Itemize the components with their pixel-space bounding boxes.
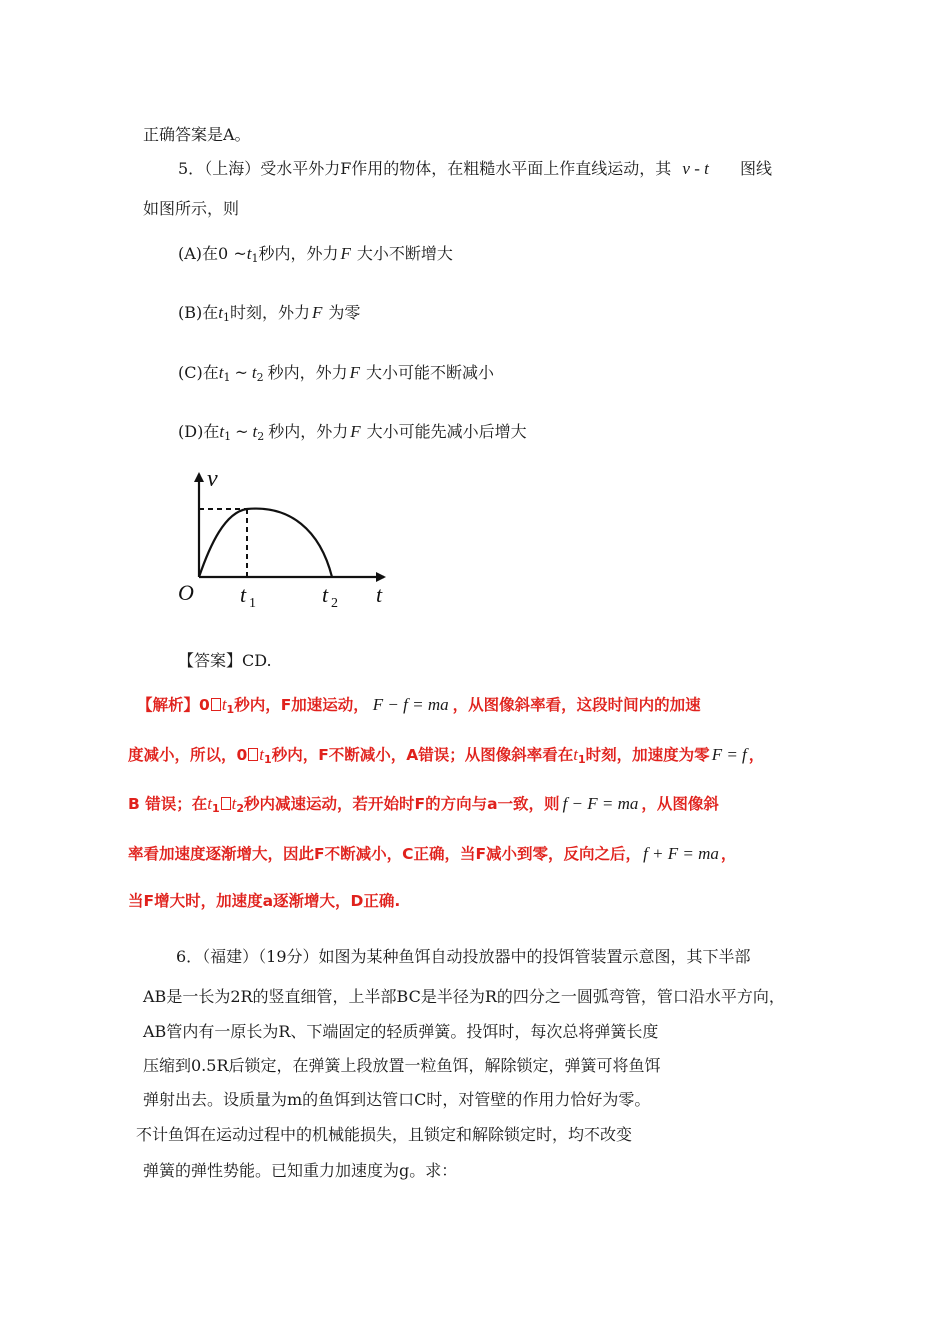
analysis-line1 bbox=[137, 694, 701, 721]
option-a-sub: 1 bbox=[251, 252, 259, 265]
q5-stem-b: 图线 bbox=[739, 159, 772, 178]
analysis-line3 bbox=[128, 793, 719, 820]
analysis-l4-b: ， bbox=[720, 845, 737, 863]
analysis-l3-formula: f − F = ma bbox=[562, 794, 639, 813]
option-d-t2: t bbox=[252, 422, 258, 441]
analysis-l2-a: 度减小，所以，0 bbox=[128, 746, 248, 764]
q6-line2: AB是一长为2R的竖直细管，上半部BC是半径为R的四分之一圆弧弯管，管口沿水平方向， bbox=[143, 987, 785, 1006]
option-b-suffix: 为零 bbox=[328, 303, 361, 322]
option-a-zero: 0 ~ bbox=[218, 244, 247, 263]
missing-glyph-box bbox=[211, 698, 221, 711]
option-c-suffix: 大小可能不断减小 bbox=[366, 363, 495, 382]
option-c-tilde: ~ bbox=[234, 363, 248, 382]
origin-label: O bbox=[178, 580, 194, 605]
analysis-line4 bbox=[128, 843, 736, 865]
q5-option-d bbox=[178, 421, 527, 448]
q6-line1: 6．（福建）（19分）如图为某种鱼饵自动投放器中的投饵管装置示意图，其下半部 bbox=[176, 947, 751, 966]
analysis-l2-sub: 1 bbox=[264, 753, 272, 766]
t1-sub: 1 bbox=[249, 596, 256, 611]
analysis-line5: 当F增大时，加速度a逐渐增大，D正确. bbox=[128, 892, 401, 910]
analysis-l3-t1: t bbox=[207, 794, 212, 813]
option-b-mid: 时刻，外力 bbox=[229, 303, 310, 322]
missing-glyph-box bbox=[248, 748, 258, 761]
vt-graph-figure bbox=[170, 460, 400, 615]
option-a-F: F bbox=[340, 244, 351, 263]
analysis-l4-a: 率看加速度逐渐增大，因此F不断减小，C正确，当F减小到零，反向之后， bbox=[128, 845, 642, 863]
analysis-l1-t: t bbox=[221, 695, 227, 714]
analysis-l1-c: ，从图像斜率看，这段时间内的加速 bbox=[452, 696, 701, 714]
analysis-l3-a: B 错误；在 bbox=[128, 795, 208, 813]
analysis-l3-sub2: 2 bbox=[236, 802, 244, 815]
analysis-l4-formula: f + F = ma bbox=[643, 844, 719, 863]
q6-line3: AB管内有一原长为R、下端固定的轻质弹簧。投饵时，每次总将弹簧长度 bbox=[143, 1022, 659, 1041]
q5-option-b bbox=[178, 302, 360, 329]
q6-line7: 弹簧的弹性势能。已知重力加速度为g。求： bbox=[143, 1161, 458, 1180]
option-a-suffix: 大小不断增大 bbox=[356, 244, 453, 263]
q6-line4: 压缩到0.5R后锁定，在弹簧上段放置一粒鱼饵，解除锁定，弹簧可将鱼饵 bbox=[143, 1056, 661, 1075]
analysis-l1-formula: F − f = ma bbox=[372, 695, 449, 714]
analysis-l3-b: 秒内减速运动，若开始时F的方向与a一致，则 bbox=[244, 795, 560, 813]
option-a-prefix: (A)在 bbox=[178, 244, 219, 263]
option-c-sub2: 2 bbox=[256, 371, 264, 384]
t2-sub: 2 bbox=[331, 596, 338, 611]
analysis-l2-b: 秒内，F不断减小，A错误；从图像斜率看在 bbox=[271, 746, 574, 764]
option-d-F: F bbox=[350, 422, 361, 441]
analysis-l2-t2: t bbox=[573, 745, 579, 764]
analysis-l2-t: t bbox=[259, 745, 265, 764]
q6-line5: 弹射出去。设质量为m的鱼饵到达管口C时，对管壁的作用力恰好为零。 bbox=[143, 1090, 651, 1109]
analysis-l1-b: 秒内，F加速运动， bbox=[234, 696, 369, 714]
option-c-mid: 秒内，外力 bbox=[267, 363, 348, 382]
option-d-sub1: 1 bbox=[224, 430, 232, 443]
t1-label: t bbox=[240, 582, 247, 607]
q5-option-a bbox=[178, 243, 453, 270]
analysis-line2 bbox=[128, 744, 764, 771]
q5-option-c bbox=[178, 362, 494, 389]
analysis-l2-d: ， bbox=[748, 746, 765, 764]
option-d-mid: 秒内，外力 bbox=[268, 422, 349, 441]
analysis-l1-a: 0 bbox=[199, 696, 210, 714]
analysis-l3-c: ，从图像斜 bbox=[641, 795, 719, 813]
option-c-prefix: (C)在 bbox=[178, 363, 219, 382]
option-d-suffix: 大小可能先减小后增大 bbox=[366, 422, 527, 441]
option-b-t: t bbox=[218, 303, 223, 322]
velocity-curve bbox=[199, 509, 332, 577]
q6-line6: 不计鱼饵在运动过程中的机械能损失，且锁定和解除锁定时，均不改变 bbox=[136, 1125, 633, 1144]
analysis-l2-c: 时刻，加速度为零 bbox=[585, 746, 710, 764]
q5-source: （上海） bbox=[204, 159, 261, 178]
option-c-F: F bbox=[349, 363, 361, 382]
option-a-t: t bbox=[246, 244, 252, 263]
analysis-l3-t2: t bbox=[231, 794, 237, 813]
missing-glyph-box bbox=[221, 797, 231, 810]
q5-stem-line2: 如图所示，则 bbox=[143, 199, 240, 218]
option-c-sub1: 1 bbox=[223, 371, 231, 384]
option-b-F: F bbox=[312, 303, 323, 322]
q5-answer: 【答案】CD. bbox=[178, 651, 272, 670]
option-a-mid: 秒内，外力 bbox=[258, 244, 339, 263]
option-c-t1: t bbox=[218, 363, 224, 382]
option-d-t1: t bbox=[219, 422, 225, 441]
option-d-tilde: ~ bbox=[235, 422, 249, 441]
q5-stem-a: 受水平外力F作用的物体，在粗糙水平面上作直线运动，其 bbox=[260, 159, 672, 178]
option-c-t2: t bbox=[251, 363, 257, 382]
q5-stem-line1 bbox=[178, 158, 772, 180]
option-b-sub: 1 bbox=[222, 311, 230, 324]
option-d-sub2: 2 bbox=[257, 430, 265, 443]
q5-vt-label: v - t bbox=[682, 159, 709, 178]
option-b-prefix: (B)在 bbox=[178, 303, 219, 322]
option-d-prefix: (D)在 bbox=[178, 422, 220, 441]
analysis-l3-sub1: 1 bbox=[211, 802, 220, 815]
analysis-l1-sub: 1 bbox=[226, 703, 235, 716]
prev-answer: 正确答案是A。 bbox=[143, 125, 251, 144]
analysis-tag: 【解析】 bbox=[137, 696, 200, 714]
t-axis-label: t bbox=[376, 582, 383, 607]
analysis-l2-formula: F = f bbox=[711, 745, 747, 764]
analysis-l2-sub2: 1 bbox=[578, 753, 586, 766]
t2-label: t bbox=[322, 582, 329, 607]
v-label: v bbox=[207, 466, 218, 492]
q5-number: 5． bbox=[178, 159, 205, 178]
